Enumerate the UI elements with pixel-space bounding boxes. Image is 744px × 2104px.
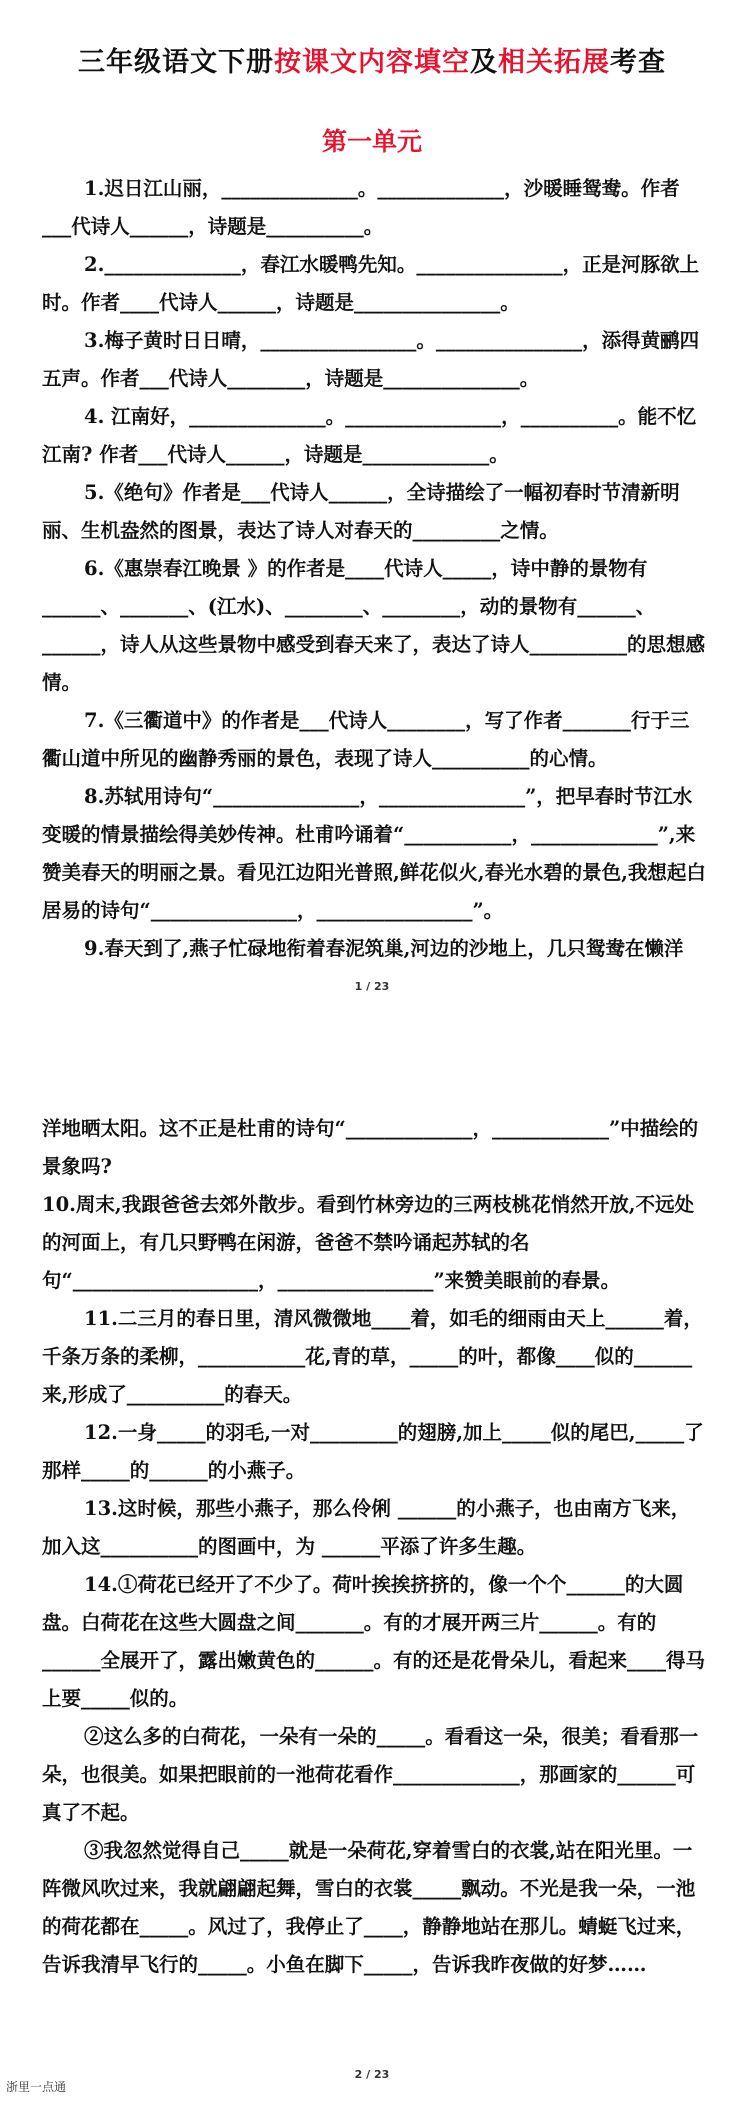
document-page-2 [0, 1010, 744, 2104]
question-14-part-1: 14.①荷花已经开了不少了。荷叶挨挨挤挤的，像一个个______的大圆盘。白荷花在这些大圆盘之间_______。有的才展开两三片______。有的______全展开了，露出嫩黄色的______。有的还是花骨朵儿，看起来____得马上要_____似的。 [42, 1573, 706, 1710]
unit-heading: 第一单元 [321, 127, 422, 156]
title-part-2: 按课文内容填空 [274, 47, 470, 78]
question-11: 11.二三月的春日里，清风微微地____着，如毛的细雨由天上______着，千条万条的柔柳，___________花,青的草，_____的叶，都像____似的______来,形成了__________的春天。 [42, 1307, 703, 1406]
question-9: 9.春天到了,燕子忙碌地衔着春泥筑巢,河边的沙地上，几只鸳鸯在懒洋 [84, 937, 684, 960]
question-13: 13.这时候，那些小燕子，那么伶俐 ______的小燕子，也由南方飞来，加入这__________的图画中，为 ______平添了许多生趣。 [42, 1497, 691, 1558]
document-page-1 [0, 0, 744, 1010]
footer-watermark: 浙里一点通 [6, 2080, 67, 2094]
question-4: 4. 江南好，______________。________________，__________。能不忆江南? 作者___代诗人______，诗题是_____________。 [42, 405, 697, 466]
question-6: 6.《惠崇春江晚景 》的作者是____代诗人_____，诗中静的景物有______、_______、(江水)、________、________，动的景物有______、______，诗人从这些景物中感受到春天来了，表达了诗人__________的思想感情。 [42, 557, 706, 694]
question-10: 10.周末,我跟爸爸去郊外散步。看到竹林旁边的三两枝桃花悄然开放,不远处的河面上，有几只野鸭在闲游，爸爸不禁吟诵起苏轼的名句“___________________，________________”来赞美眼前的春景。 [42, 1193, 695, 1292]
question-3: 3.梅子黄时日日晴，________________。_______________，添得黄鹂四五声。作者___代诗人________，诗题是______________。 [42, 329, 700, 390]
title-part-3: 及 [470, 47, 498, 78]
question-14-part-2: ②这么多的白荷花，一朵有一朵的_____。看看这一朵，很美；看看那一朵，也很美。如果把眼前的一池荷花看作_____________，那画家的______可真了不起。 [42, 1725, 699, 1824]
question-9-continued: 洋地晒太阳。这不正是杜甫的诗句“_____________，____________”中描绘的景象吗? [42, 1117, 699, 1178]
question-12: 12.一身_____的羽毛,一对_________的翅膀,加上_____似的尾巴,_____了那样_____的______的小燕子。 [42, 1421, 704, 1482]
question-7: 7.《三衢道中》的作者是___代诗人________，写了作者_______行于三衢山道中所见的幽静秀丽的景色，表现了诗人__________的心情。 [42, 709, 690, 770]
title-part-5: 考查 [610, 47, 666, 78]
question-14-part-3: ③我忽然觉得自己_____就是一朵荷花,穿着雪白的衣裳,站在阳光里。一阵微风吹过来，我就翩翩起舞，雪白的衣裳_____飘动。不光是我一朵，一池的荷花都在_____。风过了，我停止了____，静静地站在那儿。蜻蜓飞过来，告诉我清早飞行的_____。小鱼在脚下_____，告诉我昨夜做的好梦…… [42, 1839, 696, 1976]
page-title [0, 40, 744, 79]
page-number: 2 / 23 [354, 2068, 390, 2081]
question-2: 2.______________，春江水暖鸭先知。_______________，正是河豚欲上时。作者____代诗人______，诗题是_______________。 [42, 253, 700, 314]
title-part-4: 相关拓展 [498, 47, 610, 78]
page-number: 1 / 23 [354, 980, 390, 993]
title-part-1: 三年级语文下册 [78, 47, 274, 78]
question-1: 1.迟日江山丽，______________。_____________，沙暖睡鸳鸯。作者___代诗人______，诗题是__________。 [42, 177, 680, 238]
question-8: 8.苏轼用诗句“_______________，_______________”，把早春时节江水变暖的情景描绘得美妙传神。杜甫吟诵着“___________，_____________”,来赞美春天的明丽之景。看见江边阳光普照,鲜花似火,春光水碧的景色,我想起白居易的诗句“_______________，________________”。 [42, 785, 706, 922]
question-5: 5.《绝句》作者是___代诗人______，全诗描绘了一幅初春时节清新明丽、生机盎然的图景，表达了诗人对春天的_________之情。 [42, 481, 680, 542]
